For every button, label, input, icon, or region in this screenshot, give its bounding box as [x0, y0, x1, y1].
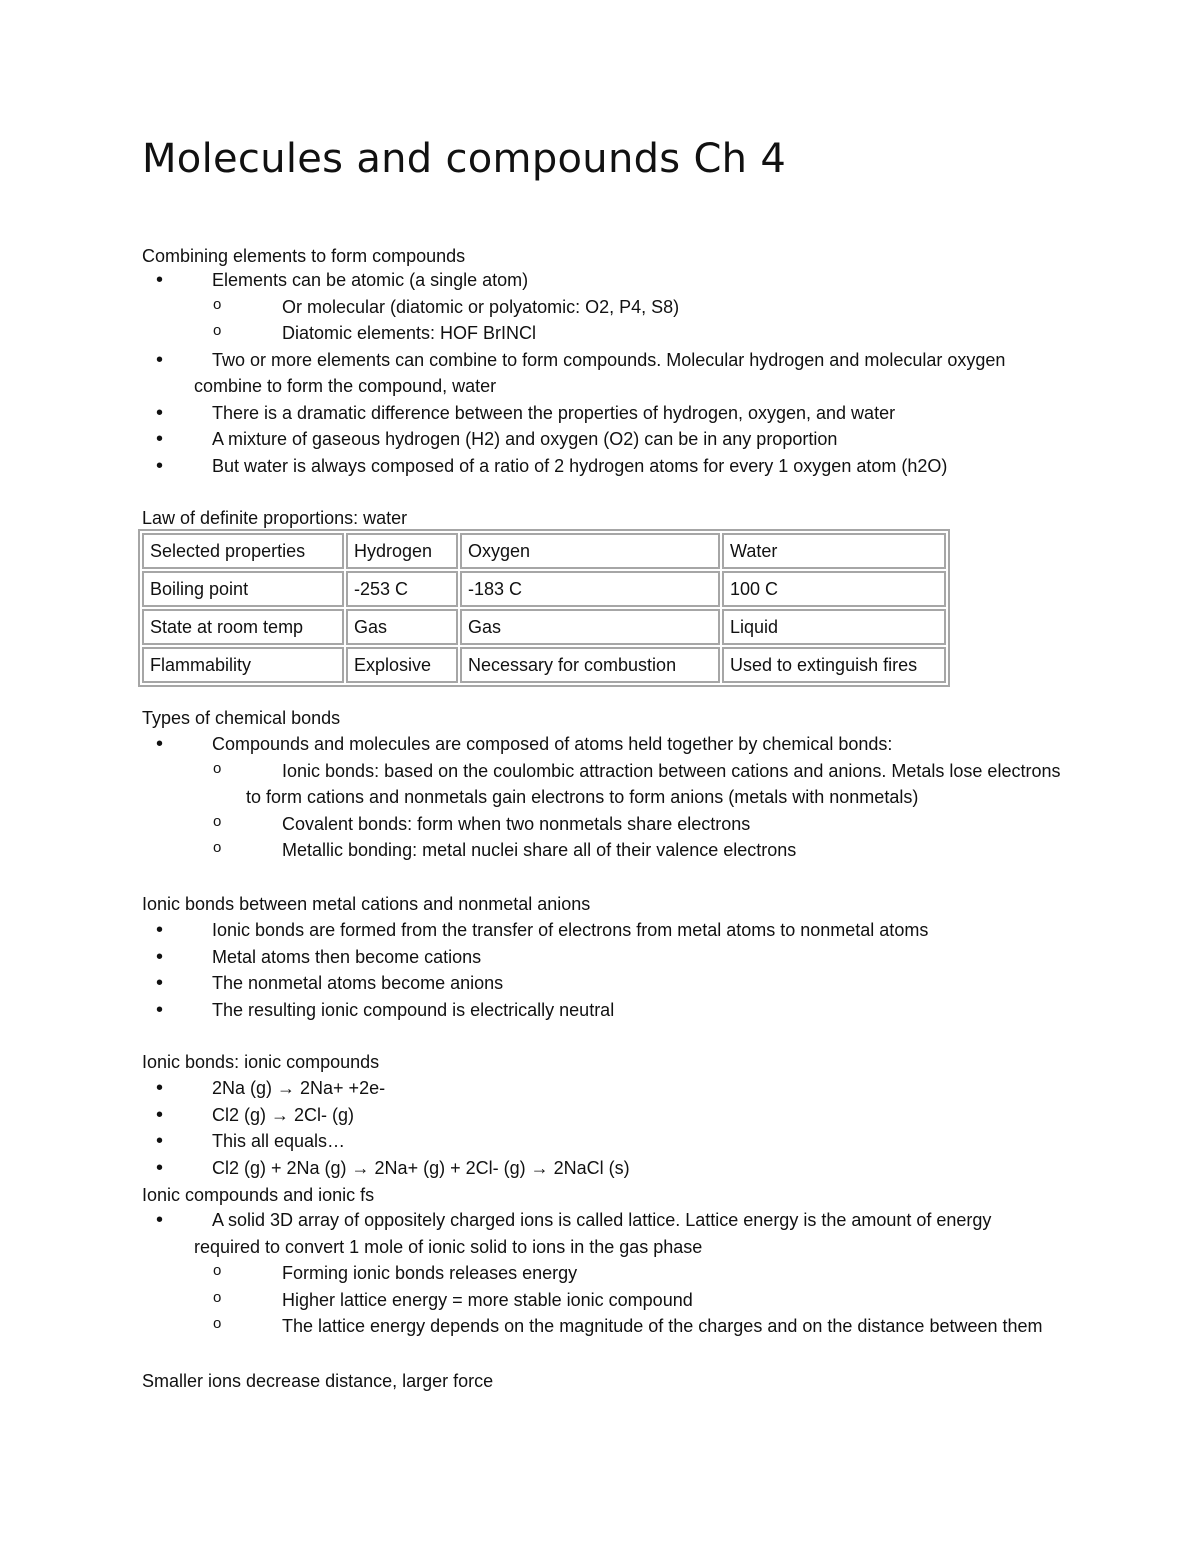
combining-list: [142, 267, 1062, 479]
section-heading-law: Law of definite proportions: water: [142, 508, 408, 528]
table-cell: Used to extinguish fires: [722, 647, 946, 683]
table-header-cell: Water: [722, 533, 946, 569]
table-cell: -253 C: [346, 571, 458, 607]
list-item: • Cl2 (g) → 2Cl- (g): [142, 1102, 1062, 1129]
list-item: • The resulting ionic compound is electrically neutral: [142, 997, 1062, 1024]
table-row: [142, 571, 946, 607]
list-item: • A mixture of gaseous hydrogen (H2) and oxygen (O2) can be in any proportion: [142, 426, 1062, 453]
table-header-row: [142, 533, 946, 569]
sub-list-item: o Forming ionic bonds releases energy: [142, 1260, 1062, 1287]
list-item: • Two or more elements can combine to form compounds. Molecular hydrogen and molecular oxygen combine to form the compound, water: [142, 347, 1062, 400]
sub-list-item: o Metallic bonding: metal nuclei share all of their valence electrons: [142, 837, 1062, 864]
list-item: • There is a dramatic difference between the properties of hydrogen, oxygen, and water: [142, 400, 1062, 427]
ionic-bonds-list: [142, 917, 1062, 1023]
list-item: • This all equals…: [142, 1128, 1062, 1155]
table-cell: Flammability: [142, 647, 344, 683]
list-item: • Cl2 (g) + 2Na (g) → 2Na+ (g) + 2Cl- (g) → 2NaCl (s): [142, 1155, 1062, 1182]
list-item: • Ionic bonds are formed from the transfer of electrons from metal atoms to nonmetal atoms: [142, 917, 1062, 944]
section-heading-lattice: Ionic compounds and ionic fs: [142, 1185, 375, 1205]
list-item: • A solid 3D array of oppositely charged ions is called lattice. Lattice energy is the amount of energy required to convert 1 mole of ionic solid to ions in the gas phase: [142, 1207, 1062, 1260]
page-title: Molecules and compounds Ch 4: [142, 136, 787, 182]
sub-list-item: o The lattice energy depends on the magnitude of the charges and on the distance between them: [142, 1313, 1062, 1340]
sub-list-item: o Or molecular (diatomic or polyatomic: O2, P4, S8): [142, 294, 1062, 321]
list-item: • Compounds and molecules are composed of atoms held together by chemical bonds:: [142, 731, 1062, 758]
table-row: [142, 609, 946, 645]
table-cell: Boiling point: [142, 571, 344, 607]
table-row: [142, 647, 946, 683]
sub-list-item: o Covalent bonds: form when two nonmetals share electrons: [142, 811, 1062, 838]
sub-list-item: o Higher lattice energy = more stable ionic compound: [142, 1287, 1062, 1314]
bonds-list: [142, 731, 1062, 864]
table-header-cell: Hydrogen: [346, 533, 458, 569]
lattice-list: [142, 1207, 1062, 1340]
section-heading-bonds: Types of chemical bonds: [142, 708, 341, 728]
sub-list-item: o Diatomic elements: HOF BrINCl: [142, 320, 1062, 347]
list-item: • Metal atoms then become cations: [142, 944, 1062, 971]
list-item: • Elements can be atomic (a single atom): [142, 267, 1062, 294]
table-cell: Liquid: [722, 609, 946, 645]
table-cell: State at room temp: [142, 609, 344, 645]
list-item: • The nonmetal atoms become anions: [142, 970, 1062, 997]
table-cell: Gas: [346, 609, 458, 645]
table-cell: 100 C: [722, 571, 946, 607]
table-cell: Gas: [460, 609, 720, 645]
table-header-cell: Selected properties: [142, 533, 344, 569]
list-item: • 2Na (g) → 2Na+ +2e-: [142, 1075, 1062, 1102]
closing-note: Smaller ions decrease distance, larger force: [142, 1371, 494, 1391]
table-cell: Necessary for combustion: [460, 647, 720, 683]
section-heading-combining: Combining elements to form compounds: [142, 246, 466, 266]
list-item: • But water is always composed of a ratio of 2 hydrogen atoms for every 1 oxygen atom (h2O): [142, 453, 1062, 480]
section-heading-ionic-compounds: Ionic bonds: ionic compounds: [142, 1052, 380, 1072]
sub-list-item: o Ionic bonds: based on the coulombic attraction between cations and anions. Metals lose electrons to form cations and nonmetals gain electrons to form anions (metals with nonmetals): [142, 758, 1062, 811]
table-cell: -183 C: [460, 571, 720, 607]
properties-table: [138, 529, 950, 687]
section-heading-ionic-bonds: Ionic bonds between metal cations and nonmetal anions: [142, 894, 591, 914]
table-header-cell: Oxygen: [460, 533, 720, 569]
equations-list: [142, 1075, 1062, 1181]
table-cell: Explosive: [346, 647, 458, 683]
